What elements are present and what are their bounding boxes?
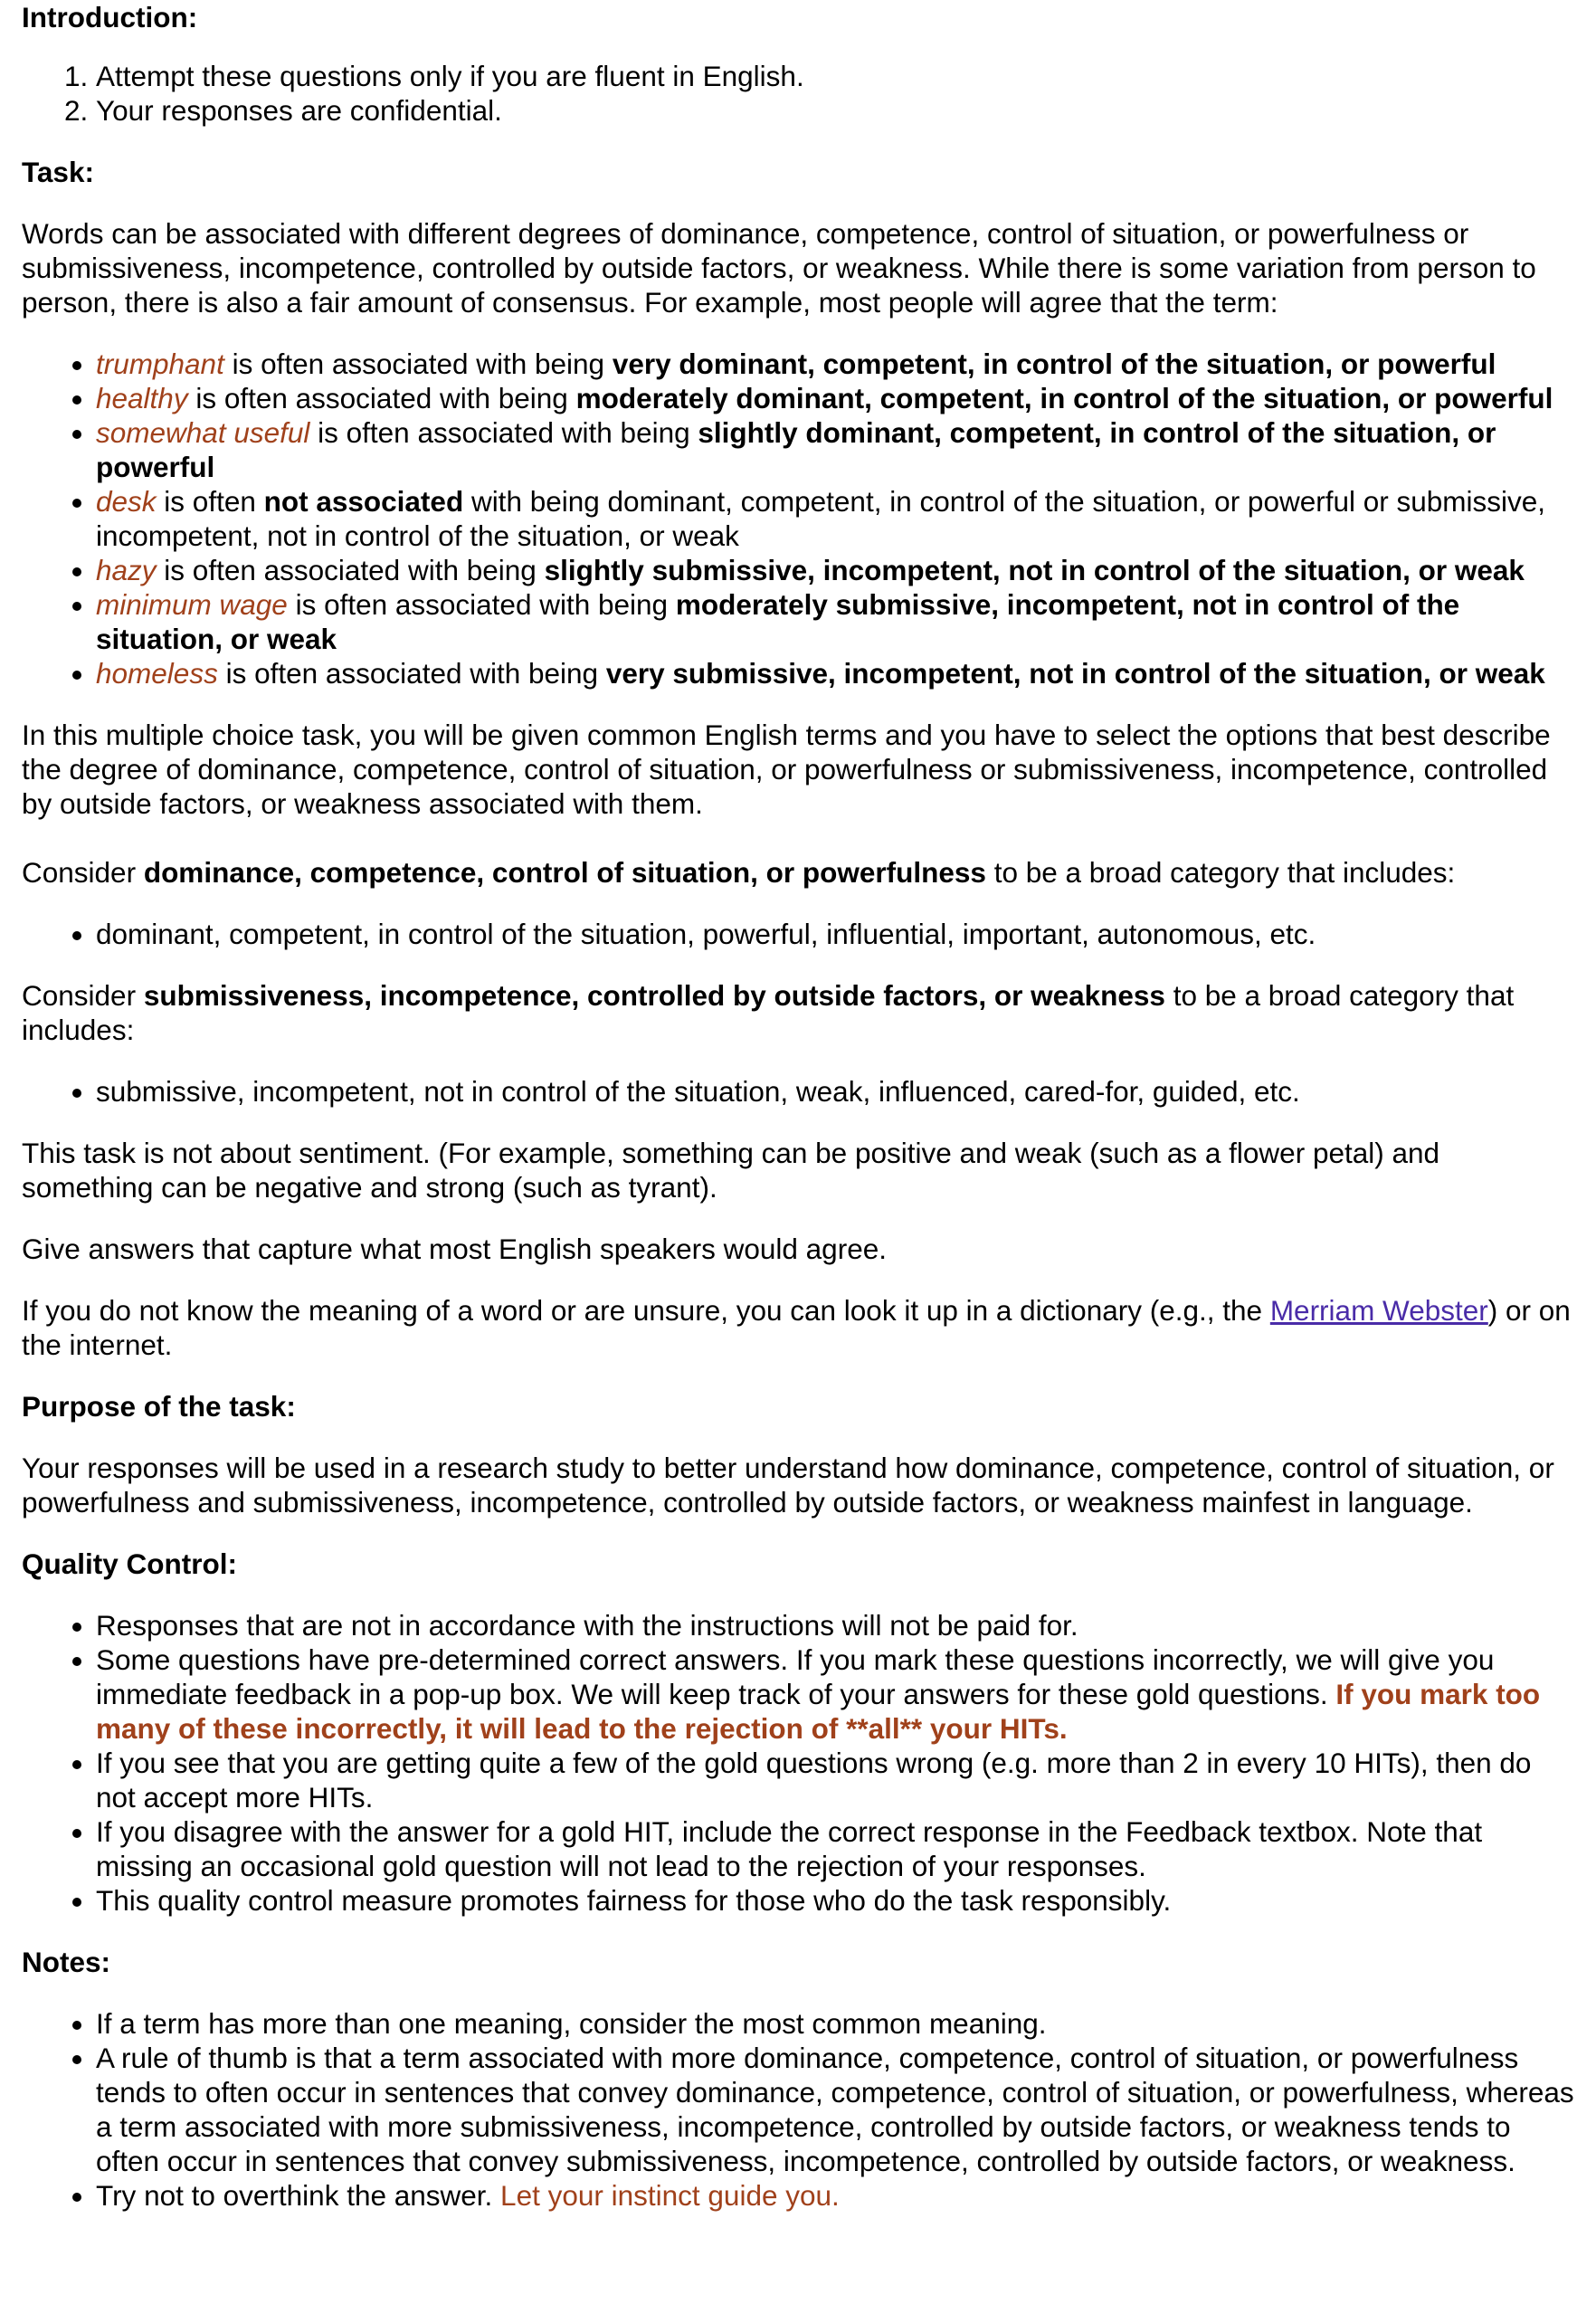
example-item [96, 415, 1574, 484]
example-item [96, 381, 1574, 415]
submissiveness-item: • submissive, incompetent, not in control of the situation, weak, influenced, cared-for, guided, etc. [96, 1074, 1574, 1109]
example-degree: moderately dominant, competent, in control of the situation, or powerful [575, 382, 1553, 414]
example-degree: moderately submissive, incompetent, not in control of the situation, or weak [96, 588, 1460, 655]
note-item: • If a term has more than one meaning, consider the most common meaning. [96, 2006, 1574, 2041]
note-item-text: Try not to overthink the answer. [96, 2179, 501, 2212]
notes-heading: Notes: [22, 1946, 111, 1978]
example-text: is often [156, 485, 264, 518]
examples-list [22, 347, 1574, 690]
note-item: • A rule of thumb is that a term associated with more dominance, competence, control of situation, or powerfulness tends to often occur in sentences that convey dominance, competence, control of situation, or powerfulness, whereas a term associated with more submissiveness, incompetence, controlled by outside factors, or weakness tends to often occur in sentences that convey submissiveness, incompetence, controlled by outside factors, or weakness. [96, 2041, 1574, 2178]
multiple-choice-paragraph: In this multiple choice task, you will be given common English terms and you have to select the options that best describe the degree of dominance, competence, control of situation, or powerfulness or submissiveness, incompetence, controlled by outside factors, or weakness associated with them. [22, 719, 1551, 820]
dominance-pre: Consider [22, 856, 144, 889]
quality-item: • This quality control measure promotes fairness for those who do the task responsibly. [96, 1883, 1574, 1918]
intro-heading: Introduction: [22, 1, 198, 33]
example-rest: with being dominant, competent, in control of the situation, or powerful or submissive, incompetent, not in control of the situation, or weak [96, 485, 1546, 552]
rejection-warning: If you mark too many of these incorrectly, it will lead to the rejection of **all** your HITs. [96, 1678, 1541, 1745]
quality-item: • If you see that you are getting quite a few of the gold questions wrong (e.g. more than 2 in every 10 HITs), then do not accept more HITs. [96, 1746, 1574, 1814]
example-text: is often associated with being [156, 554, 545, 586]
example-item [96, 587, 1574, 656]
purpose-heading: Purpose of the task: [22, 1390, 296, 1423]
agree-paragraph: Give answers that capture what most English speakers would agree. [22, 1233, 887, 1265]
intro-item: 2. Your responses are confidential. [96, 93, 1574, 128]
example-degree: slightly dominant, competent, in control of the situation, or powerful [96, 416, 1496, 483]
quality-item [96, 1642, 1574, 1746]
dictionary-post: ) or on the internet. [22, 1294, 1571, 1361]
task-heading: Task: [22, 156, 94, 188]
example-term: minimum wage [96, 588, 288, 621]
example-term: homeless [96, 657, 218, 690]
quality-control-list [22, 1608, 1574, 1918]
example-degree: very dominant, competent, in control of the situation, or powerful [612, 348, 1496, 380]
submissiveness-paragraph [22, 978, 1574, 1047]
quality-item: • If you disagree with the answer for a gold HIT, include the correct response in the Feedback textbox. Note that missing an occasional gold question will not lead to the rejection of your responses. [96, 1814, 1574, 1883]
sentiment-paragraph: This task is not about sentiment. (For example, something can be positive and weak (such as a flower petal) and something can be negative and strong (such as tyrant). [22, 1137, 1440, 1204]
example-text: is often associated with being [217, 657, 606, 690]
example-item [96, 484, 1574, 553]
example-term: hazy [96, 554, 157, 586]
example-degree: not associated [263, 485, 464, 518]
example-text: is often associated with being [287, 588, 676, 621]
purpose-paragraph: Your responses will be used in a research study to better understand how dominance, competence, control of situation, or powerfulness and submissiveness, incompetence, controlled by outside factors, or weakness mainfest in language. [22, 1452, 1554, 1519]
note-item [96, 2178, 1574, 2213]
instinct-note: Let your instinct guide you. [500, 2179, 840, 2212]
submissiveness-post: to be a broad category that includes: [22, 979, 1515, 1046]
example-item [96, 553, 1574, 587]
submissiveness-category: submissiveness, incompetence, controlled by outside factors, or weakness [143, 979, 1165, 1012]
example-item [96, 656, 1574, 690]
dominance-item: • dominant, competent, in control of the situation, powerful, influential, important, autonomous, etc. [96, 917, 1574, 951]
quality-item-text: Some questions have pre-determined correct answers. If you mark these questions incorrectly, we will give you immediate feedback in a pop-up box. We will keep track of your answers for these gold questions. [96, 1643, 1495, 1710]
dominance-list [22, 917, 1574, 951]
task-paragraph: Words can be associated with different degrees of dominance, competence, control of situation, or powerfulness or submissiveness, incompetence, controlled by outside factors, or weakness. While there is some variation from person to person, there is also a fair amount of consensus. For example, most people will agree that the term: [22, 217, 1536, 319]
submissiveness-pre: Consider [22, 979, 144, 1012]
quality-control-heading: Quality Control: [22, 1547, 237, 1580]
example-term: desk [96, 485, 157, 518]
example-term: somewhat useful [96, 416, 310, 449]
example-degree: slightly submissive, incompetent, not in control of the situation, or weak [544, 554, 1525, 586]
example-degree: very submissive, incompetent, not in control of the situation, or weak [605, 657, 1545, 690]
intro-list [22, 59, 1574, 128]
submissiveness-list [22, 1074, 1574, 1109]
dominance-category: dominance, competence, control of situation, or powerfulness [143, 856, 986, 889]
example-text: is often associated with being [187, 382, 576, 414]
notes-list [22, 2006, 1574, 2213]
example-text: is often associated with being [309, 416, 698, 449]
quality-item: • Responses that are not in accordance with the instructions will not be paid for. [96, 1608, 1574, 1642]
example-term: trumphant [96, 348, 224, 380]
dictionary-paragraph [22, 1293, 1574, 1362]
example-term: healthy [96, 382, 188, 414]
dictionary-pre: If you do not know the meaning of a word or are unsure, you can look it up in a dictionary (e.g., the [22, 1294, 1270, 1327]
dominance-paragraph [22, 855, 1574, 890]
example-text: is often associated with being [223, 348, 613, 380]
dominance-post: to be a broad category that includes: [985, 856, 1456, 889]
intro-item: 1. Attempt these questions only if you are fluent in English. [96, 59, 1574, 93]
example-item [96, 347, 1574, 381]
merriam-webster-link[interactable]: Merriam Webster [1269, 1294, 1488, 1327]
